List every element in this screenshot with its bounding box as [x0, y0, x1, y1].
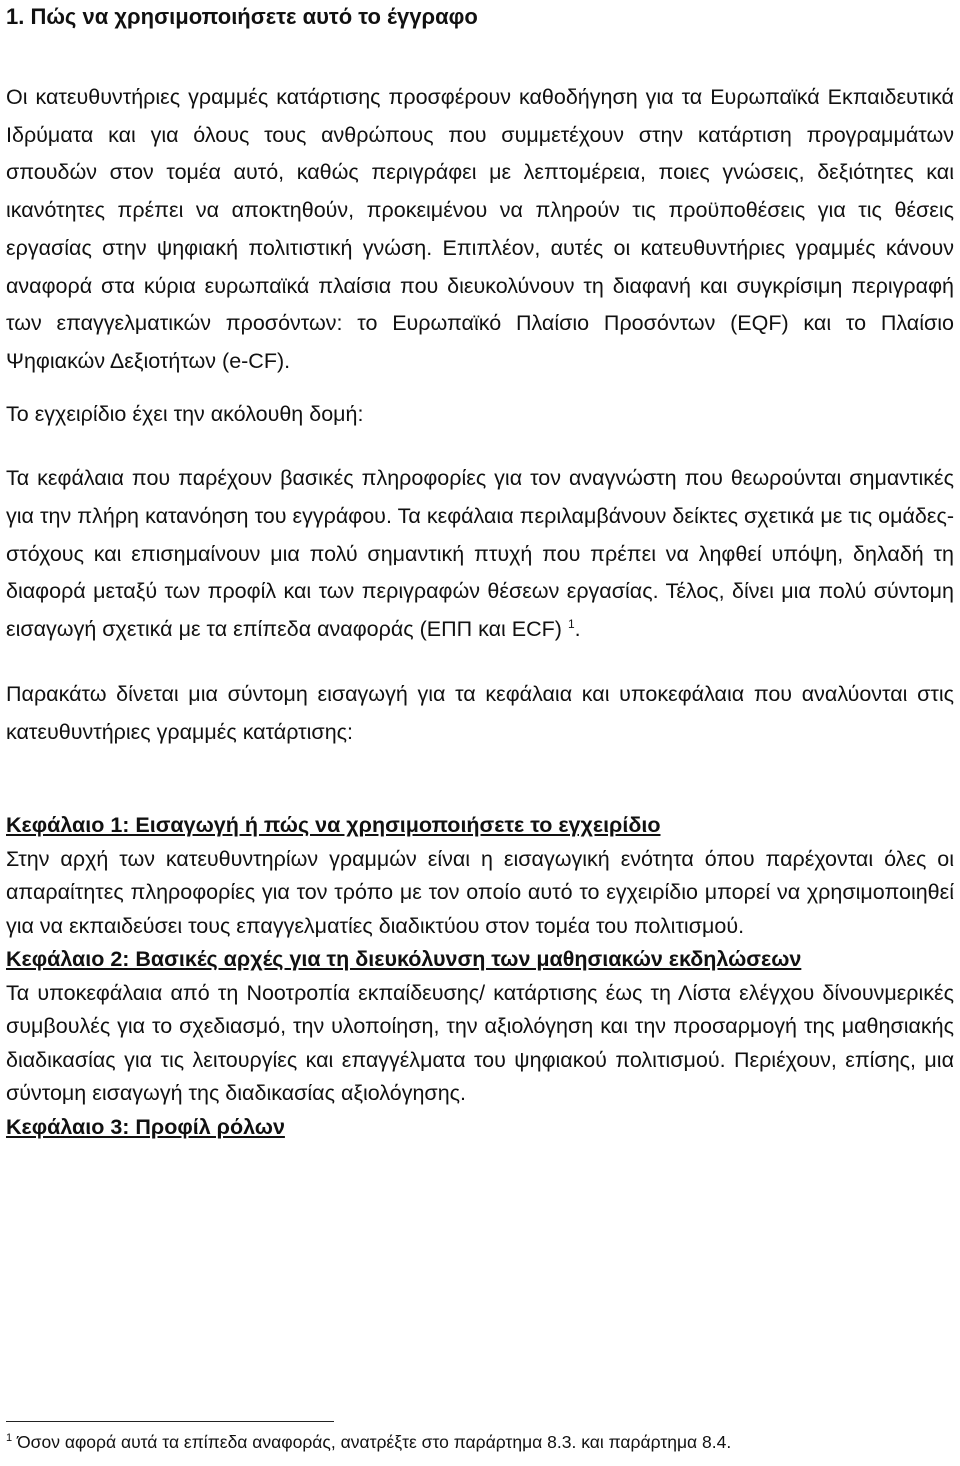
- overview-paragraph: Παρακάτω δίνεται μια σύντομη εισαγωγή για τα κεφάλαια και υποκεφάλαια που αναλύονται στις κατευθυντήριες γραμμές κατάρτισης:: [6, 681, 954, 744]
- chapter-1-title: Κεφάλαιο 1: Εισαγωγή ή πώς να χρησιμοποιήσετε το εγχειρίδιο: [6, 813, 661, 838]
- chapter-2-body: Τα υποκεφάλαια από τη Νοοτροπία εκπαίδευσης/ κατάρτισης έως τη Λίστα ελέγχου δίνουνμερικές συμβουλές για το σχεδιασμό, την υλοποίηση, την αξιολόγηση και την προσαρμογή της μαθησιακής διαδικασίας για τις λειτουργίες και επαγγέλματα του ψηφιακού πολιτισμού. Περιέχουν, επίσης, μια σύντομη εισαγωγή της διαδικασίας αξιολόγησης.: [6, 980, 954, 1106]
- footnote-reference: 1: [567, 616, 575, 631]
- basic-chapters-text: Τα κεφάλαια που παρέχουν βασικές πληροφορίες για τον αναγνώστη που θεωρούνται σημαντικές για την πλήρη κατανόηση του εγγράφου. Τα κεφάλαια περιλαμβάνουν δείκτες σχετικά με τις ομάδες-στόχους και επισημαίνουν μια πολύ σημαντική πτυχή που πρέπει να ληφθεί υπόψη, δηλαδή τη διαφορά μεταξύ των προφίλ και των περιγραφών θέσεων εργασίας. Τέλος, δίνει μια πολύ σύντομη εισαγωγή σχετικά με τα επίπεδα αναφοράς (ΕΠΠ και ECF): [6, 466, 954, 642]
- chapter-3-title: Κεφάλαιο 3: Προφίλ ρόλων: [6, 1114, 285, 1139]
- chapter-item: [6, 809, 954, 943]
- footnote-number: 1: [6, 1432, 13, 1445]
- chapter-item: [6, 943, 954, 1111]
- document-page: [6, 0, 954, 1144]
- basic-chapters-paragraph: [6, 460, 954, 649]
- section-heading: 1. Πώς να χρησιμοποιήσετε αυτό το έγγραφο: [6, 4, 478, 29]
- chapter-1-body: Στην αρχή των κατευθυντηρίων γραμμών είναι η εισαγωγική ενότητα όπου παρέχονται όλες οι απαραίτητες πληροφορίες για τον τρόπο με τον οποίο αυτό το εγχειρίδιο μπορεί να χρησιμοποιηθεί για να εκπαιδεύσει τους επαγγελματίες διαδικτύου στον τομέα του πολιτισμού.: [6, 846, 954, 938]
- footnote: [6, 1430, 731, 1454]
- intro-paragraph: Οι κατευθυντήριες γραμμές κατάρτισης προσφέρουν καθοδήγηση για τα Ευρωπαϊκά Εκπαιδευτικά Ιδρύματα και για όλους τους ανθρώπους που συμμετέχουν στην κατάρτιση προγραμμάτων σπουδών στον τομέα αυτό, καθώς περιγράφει με λεπτομέρεια, ποιες γνώσεις, δεξιότητες και ικανότητες πρέπει να αποκτηθούν, προκειμένου να πληρούν τις προϋποθέσεις για τις θέσεις εργασίας στην ψηφιακή πολιτιστική γνώση. Επιπλέον, αυτές οι κατευθυντήριες γραμμές κάνουν αναφορά στα κύρια ευρωπαϊκά πλαίσια που διευκολύνουν τη διαφανή και συγκρίσιμη περιγραφή των επαγγελματικών προσόντων: το Ευρωπαϊκό Πλαίσιο Προσόντων (EQF) και το Πλαίσιο Ψηφιακών Δεξιοτήτων (e-CF).: [6, 85, 954, 373]
- footnote-divider: [6, 1421, 334, 1422]
- footnote-text: Όσον αφορά αυτά τα επίπεδα αναφοράς, ανατρέξτε στο παράρτημα 8.3. και παράρτημα 8.4.: [17, 1432, 732, 1452]
- chapter-2-title: Κεφάλαιο 2: Βασικές αρχές για τη διευκόλυνση των μαθησιακών εκδηλώσεων: [6, 947, 802, 972]
- structure-paragraph: Το εγχειρίδιο έχει την ακόλουθη δομή:: [6, 401, 364, 426]
- basic-chapters-end: .: [574, 617, 581, 642]
- chapter-list: [6, 809, 954, 1144]
- chapter-item: [6, 1111, 954, 1145]
